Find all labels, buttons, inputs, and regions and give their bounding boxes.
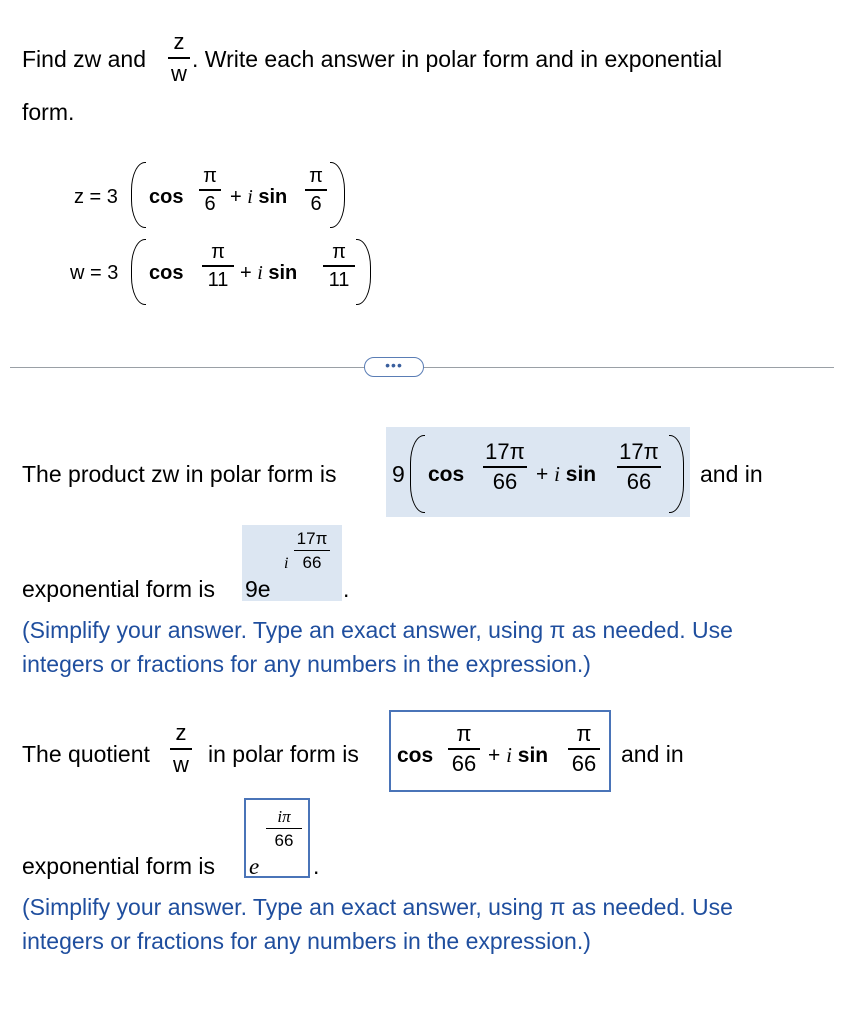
w-cos: cos: [149, 262, 184, 284]
left-paren: [131, 162, 146, 228]
fraction-numerator: 17π: [619, 439, 659, 464]
fraction-bar: [568, 748, 600, 750]
right-paren: [330, 162, 345, 228]
more-options-button[interactable]: •••: [364, 357, 424, 377]
hint-line-2: integers or fractions for any numbers in the expression.): [22, 651, 591, 677]
z-fraction-2: [305, 166, 327, 214]
fraction-bar: [168, 57, 190, 59]
quotient-sin-term: [488, 745, 548, 766]
fraction-denominator: 66: [626, 468, 652, 494]
fraction-bar: [323, 265, 355, 267]
quotient-fraction: [170, 722, 192, 776]
fraction-bar: [294, 550, 330, 551]
fraction-numerator: π: [203, 165, 217, 187]
fraction-numerator: π: [456, 721, 472, 746]
quotient-period: .: [313, 853, 320, 879]
product-tail: and in: [700, 461, 763, 487]
fraction-numerator: π: [211, 241, 225, 263]
product-sin-term: [536, 464, 596, 485]
left-paren: [131, 239, 146, 305]
question-fraction: [168, 31, 190, 85]
question-suffix: . Write each answer in polar form and in exponential: [192, 46, 723, 72]
fraction-numerator: z: [173, 29, 185, 54]
z-cos: cos: [149, 186, 184, 208]
hint-line-1: (Simplify your answer. Type an exact answer, using π as needed. Use: [22, 617, 733, 643]
fraction-denominator: 66: [492, 468, 518, 494]
fraction-numerator: z: [175, 720, 187, 745]
plus-sign: +: [536, 463, 555, 486]
fraction-bar: [483, 466, 527, 468]
fraction-denominator: 11: [328, 268, 350, 291]
product-lead: The product zw in polar form is: [22, 461, 337, 487]
hint-line-1: (Simplify your answer. Type an exact answer, using π as needed. Use: [22, 894, 733, 920]
quotient-exp-fraction: [266, 808, 302, 849]
sin-label: sin: [511, 744, 549, 767]
fraction-bar: [170, 748, 192, 750]
product-period: .: [343, 576, 350, 602]
w-fraction-2: [323, 242, 355, 290]
plus-sign: +: [240, 262, 258, 284]
fraction-denominator: 6: [310, 192, 322, 215]
plus-sign: +: [230, 186, 248, 208]
imaginary-unit: i: [257, 262, 263, 284]
product-coefficient: 9: [392, 461, 405, 487]
fraction-bar: [617, 466, 661, 468]
fraction-bar: [266, 828, 302, 829]
z-lhs: z = 3: [74, 186, 118, 208]
product-fraction-1: [483, 441, 527, 493]
w-fraction-1: [202, 242, 234, 290]
quotient-fraction-1: [448, 723, 480, 775]
imaginary-unit: i: [247, 186, 253, 208]
fraction-numerator: 17π: [296, 529, 328, 548]
imaginary-unit: i: [284, 555, 289, 572]
exp-base: 9e: [245, 576, 271, 602]
fraction-numerator: iπ: [277, 807, 291, 826]
product-fraction-2: [617, 441, 661, 493]
sin-label: sin: [559, 463, 597, 486]
product-cos: cos: [428, 463, 465, 486]
fraction-bar: [199, 189, 221, 191]
fraction-bar: [448, 748, 480, 750]
fraction-denominator: 11: [207, 268, 229, 291]
fraction-bar: [305, 189, 327, 191]
fraction-numerator: π: [309, 165, 323, 187]
product-exp-fraction: [294, 530, 330, 571]
fraction-numerator: π: [332, 241, 346, 263]
question-line2: form.: [22, 99, 75, 125]
right-paren: [356, 239, 371, 305]
quotient-mid: in polar form is: [208, 741, 359, 767]
fraction-denominator: w: [173, 751, 189, 777]
product-exp-base: [245, 578, 271, 601]
fraction-bar: [202, 265, 234, 267]
fraction-denominator: w: [171, 60, 187, 86]
fraction-denominator: 66: [274, 831, 294, 851]
fraction-numerator: π: [576, 721, 592, 746]
fraction-denominator: 66: [451, 750, 477, 776]
product-exp-lead: exponential form is: [22, 576, 216, 602]
z-sin-term: [230, 187, 287, 207]
fraction-denominator: 66: [571, 750, 597, 776]
quotient-tail: and in: [621, 741, 684, 767]
quotient-fraction-2: [568, 723, 600, 775]
sin-label: sin: [262, 262, 298, 284]
z-fraction-1: [199, 166, 221, 214]
sin-label: sin: [252, 186, 288, 208]
fraction-denominator: 66: [302, 553, 322, 573]
fraction-numerator: 17π: [485, 439, 525, 464]
imaginary-unit: i: [554, 462, 560, 486]
w-lhs: w = 3: [70, 262, 119, 284]
w-sin-term: [240, 263, 297, 283]
left-paren: [410, 435, 425, 513]
quotient-lead: The quotient: [22, 741, 150, 767]
quotient-exp-base: e: [249, 854, 260, 879]
hint-line-2: integers or fractions for any numbers in the expression.): [22, 928, 591, 954]
plus-sign: +: [488, 744, 507, 767]
quotient-cos: cos: [397, 744, 434, 767]
fraction-denominator: 6: [204, 192, 216, 215]
imaginary-unit: i: [506, 743, 512, 767]
quotient-exp-lead: exponential form is: [22, 853, 216, 879]
question-prefix: Find zw and: [22, 46, 147, 72]
